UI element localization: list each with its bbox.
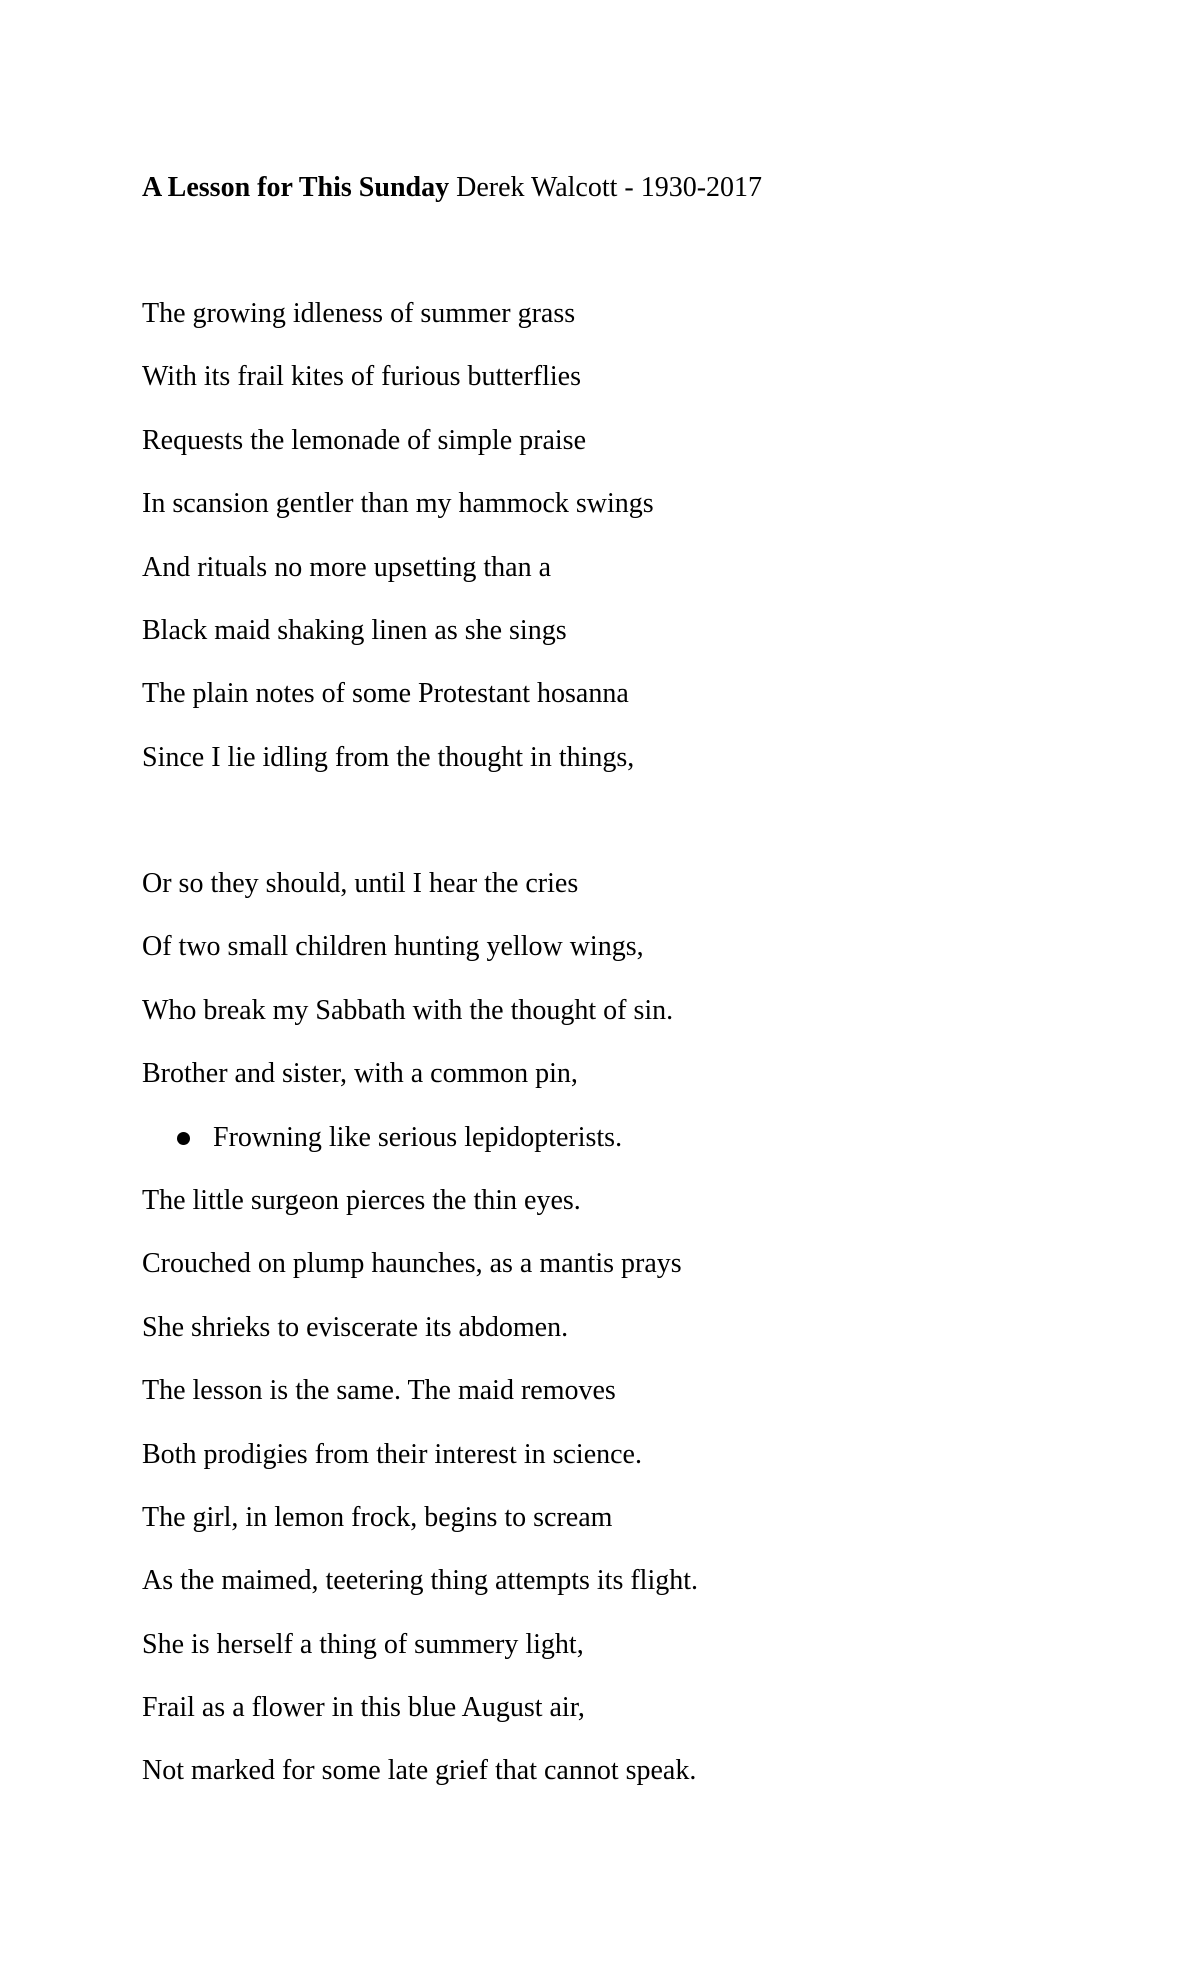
poem-line: She is herself a thing of summery light,: [142, 1628, 584, 1660]
poem-line: And rituals no more upsetting than a: [142, 551, 552, 583]
heading: [142, 170, 762, 206]
stanza-1: [142, 296, 654, 803]
poem-line: Frail as a flower in this blue August air,: [142, 1692, 585, 1724]
poem-line: Crouched on plump haunches, as a mantis prays: [142, 1248, 682, 1280]
stanza-2: [142, 866, 698, 1817]
poem-line: Or so they should, until I hear the cries: [142, 868, 579, 899]
poem-line: Who break my Sabbath with the thought of sin.: [142, 994, 674, 1026]
poem-line: She shrieks to eviscerate its abdomen.: [142, 1311, 569, 1343]
poem-line: As the maimed, teetering thing attempts its flight.: [142, 1565, 699, 1597]
poem-line: In scansion gentler than my hammock swings: [142, 488, 654, 520]
poem-title: A Lesson for This Sunday: [142, 172, 450, 203]
poem-line: The little surgeon pierces the thin eyes.: [142, 1184, 581, 1216]
poem-line: The growing idleness of summer grass: [142, 298, 576, 329]
poem-line: Requests the lemonade of simple praise: [142, 424, 586, 456]
poem-line: Not marked for some late grief that cannot speak.: [142, 1755, 697, 1787]
poem-line: Brother and sister, with a common pin,: [142, 1058, 578, 1090]
bullet-icon: [177, 1132, 190, 1145]
poem-line: The lesson is the same. The maid removes: [142, 1375, 616, 1407]
poem-line: The girl, in lemon frock, begins to scream: [142, 1501, 613, 1533]
poem-line: Since I lie idling from the thought in things,: [142, 741, 635, 773]
poem-line: Both prodigies from their interest in science.: [142, 1438, 642, 1470]
poem-line: Of two small children hunting yellow wings,: [142, 931, 644, 963]
poem-line: Black maid shaking linen as she sings: [142, 614, 567, 646]
poem-line-text: Frowning like serious lepidopterists.: [213, 1121, 623, 1153]
poem-line: With its frail kites of furious butterflies: [142, 361, 582, 393]
poem-author-dates: Derek Walcott - 1930-2017: [449, 172, 763, 203]
bulleted-poem-line: [142, 1120, 698, 1183]
poem-line: The plain notes of some Protestant hosanna: [142, 678, 629, 710]
